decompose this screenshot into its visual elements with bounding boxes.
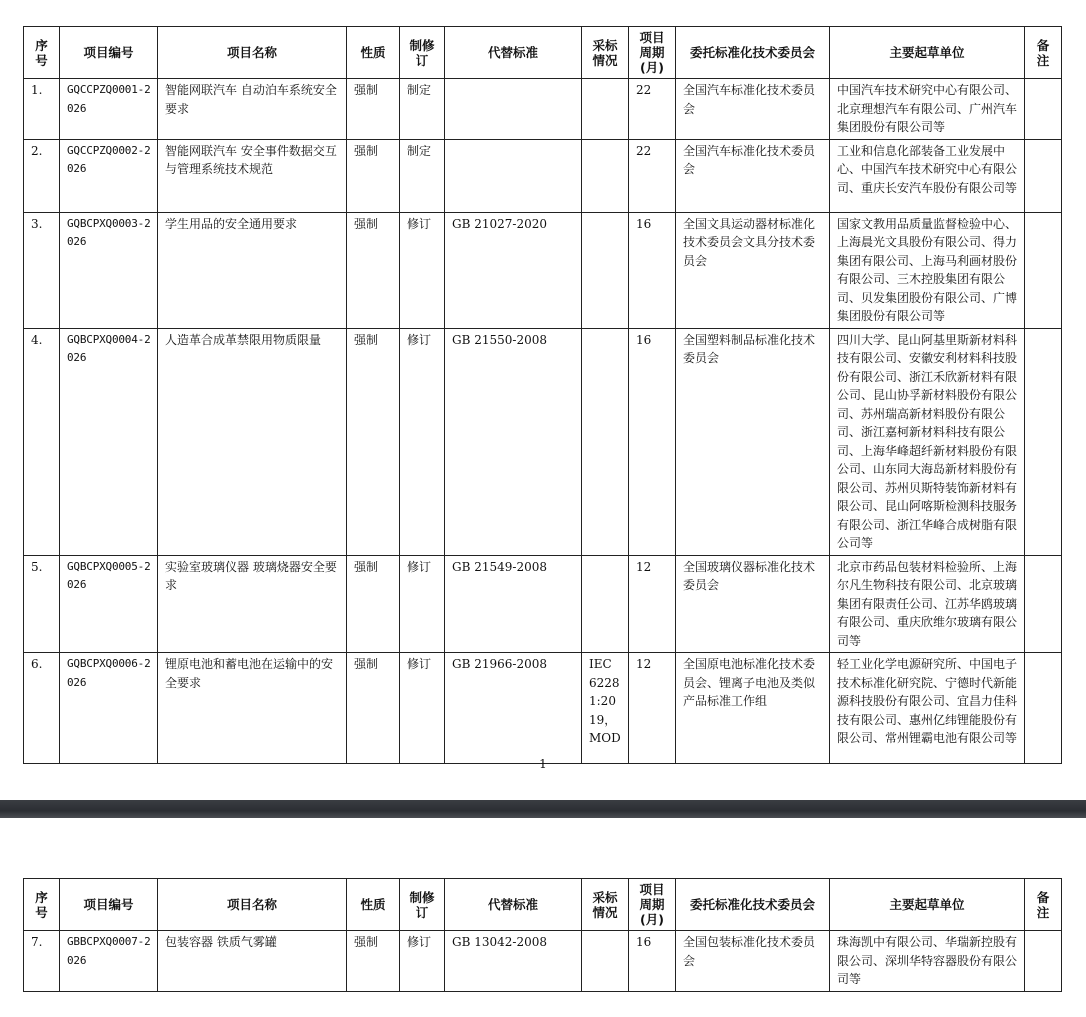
cell-revision: 修订 <box>400 653 445 764</box>
cell-remark <box>1025 328 1062 555</box>
table-row <box>24 139 1062 212</box>
cell-remark <box>1025 79 1062 140</box>
cell-remark <box>1025 653 1062 764</box>
cell-period: 12 <box>629 653 676 764</box>
cell-committee: 全国包装标准化技术委员会 <box>676 931 830 992</box>
cell-drafters: 四川大学、昆山阿基里斯新材料科技有限公司、安徽安利材料科技股份有限公司、浙江禾欣新材料有限公司、昆山协孚新材料股份有限公司、苏州瑞高新材料股份有限公司、浙江嘉柯新材料科技有限公司、上海华峰超纤新材料股份有限公司、山东同大海岛新材料股份有限公司、苏州贝斯特装饰新材料有限公司、昆山阿喀斯检测科技服务有限公司、浙江华峰合成树脂有限公司等 <box>830 328 1025 555</box>
cell-committee: 全国原电池标准化技术委员会、锂离子电池及类似产品标准工作组 <box>676 653 830 764</box>
page-separator <box>0 800 1086 818</box>
cell-adoption <box>582 328 629 555</box>
cell-name: 学生用品的安全通用要求 <box>158 212 347 328</box>
table-row <box>24 555 1062 653</box>
cell-code: GQCCPZQ0001-2026 <box>60 79 158 140</box>
cell-name: 人造革合成革禁限用物质限量 <box>158 328 347 555</box>
header-adoption: 采标 情况 <box>582 879 629 931</box>
table-row <box>24 212 1062 328</box>
cell-adoption <box>582 139 629 212</box>
cell-remark <box>1025 139 1062 212</box>
cell-code: GQCCPZQ0002-2026 <box>60 139 158 212</box>
cell-committee: 全国汽车标准化技术委员会 <box>676 79 830 140</box>
cell-revision: 修订 <box>400 931 445 992</box>
cell-name: 智能网联汽车 安全事件数据交互与管理系统技术规范 <box>158 139 347 212</box>
cell-replaces: GB 21966-2008 <box>445 653 582 764</box>
standards-table-page-2 <box>23 878 1062 992</box>
header-adoption: 采标 情况 <box>582 27 629 79</box>
document-page-2 <box>0 818 1086 1017</box>
cell-adoption <box>582 79 629 140</box>
header-revision: 制修 订 <box>400 27 445 79</box>
cell-remark <box>1025 212 1062 328</box>
cell-committee: 全国文具运动器材标准化技术委员会文具分技术委员会 <box>676 212 830 328</box>
cell-nature: 强制 <box>347 212 400 328</box>
cell-drafters: 轻工业化学电源研究所、中国电子技术标准化研究院、宁德时代新能源科技股份有限公司、宜昌力佳科技有限公司、惠州亿纬锂能股份有限公司、常州锂霸电池有限公司等 <box>830 653 1025 764</box>
cell-code: GQBCPXQ0005-2026 <box>60 555 158 653</box>
header-code: 项目编号 <box>60 879 158 931</box>
cell-period: 12 <box>629 555 676 653</box>
header-name: 项目名称 <box>158 879 347 931</box>
cell-committee: 全国汽车标准化技术委员会 <box>676 139 830 212</box>
cell-remark <box>1025 931 1062 992</box>
cell-seq: 6. <box>24 653 60 764</box>
header-drafters: 主要起草单位 <box>830 27 1025 79</box>
cell-nature: 强制 <box>347 139 400 212</box>
cell-seq: 2. <box>24 139 60 212</box>
cell-adoption <box>582 931 629 992</box>
cell-nature: 强制 <box>347 555 400 653</box>
cell-drafters: 珠海凯中有限公司、华瑞新控股有限公司、深圳华特容器股份有限公司等 <box>830 931 1025 992</box>
cell-seq: 1. <box>24 79 60 140</box>
table-header-row <box>24 27 1062 79</box>
cell-committee: 全国玻璃仪器标准化技术委员会 <box>676 555 830 653</box>
cell-name: 包装容器 铁质气雾罐 <box>158 931 347 992</box>
table-row <box>24 328 1062 555</box>
cell-seq: 7. <box>24 931 60 992</box>
cell-revision: 修订 <box>400 328 445 555</box>
cell-period: 16 <box>629 328 676 555</box>
cell-revision: 修订 <box>400 555 445 653</box>
cell-revision: 制定 <box>400 139 445 212</box>
table-row <box>24 653 1062 764</box>
cell-name: 智能网联汽车 自动泊车系统安全要求 <box>158 79 347 140</box>
header-name: 项目名称 <box>158 27 347 79</box>
cell-seq: 5. <box>24 555 60 653</box>
cell-drafters: 北京市药品包装材料检验所、上海尔凡生物科技有限公司、北京玻璃集团有限责任公司、江苏华鸥玻璃有限公司、重庆欣维尔玻璃有限公司等 <box>830 555 1025 653</box>
cell-nature: 强制 <box>347 79 400 140</box>
cell-replaces <box>445 139 582 212</box>
header-replaces: 代替标准 <box>445 879 582 931</box>
header-committee: 委托标准化技术委员会 <box>676 879 830 931</box>
table-row <box>24 79 1062 140</box>
header-remark: 备 注 <box>1025 27 1062 79</box>
cell-replaces <box>445 79 582 140</box>
cell-seq: 3. <box>24 212 60 328</box>
table-header-row <box>24 879 1062 931</box>
header-revision: 制修 订 <box>400 879 445 931</box>
cell-drafters: 工业和信息化部装备工业发展中心、中国汽车技术研究中心有限公司、重庆长安汽车股份有限公司等 <box>830 139 1025 212</box>
cell-adoption <box>582 212 629 328</box>
cell-period: 16 <box>629 931 676 992</box>
cell-code: GQBCPXQ0003-2026 <box>60 212 158 328</box>
cell-remark <box>1025 555 1062 653</box>
cell-committee: 全国塑料制品标准化技术委员会 <box>676 328 830 555</box>
header-committee: 委托标准化技术委员会 <box>676 27 830 79</box>
cell-nature: 强制 <box>347 328 400 555</box>
cell-replaces: GB 21549-2008 <box>445 555 582 653</box>
cell-name: 实验室玻璃仪器 玻璃烧器安全要求 <box>158 555 347 653</box>
cell-adoption <box>582 555 629 653</box>
header-nature: 性质 <box>347 27 400 79</box>
cell-revision: 修订 <box>400 212 445 328</box>
cell-period: 22 <box>629 139 676 212</box>
header-code: 项目编号 <box>60 27 158 79</box>
cell-revision: 制定 <box>400 79 445 140</box>
table-row <box>24 931 1062 992</box>
header-remark: 备 注 <box>1025 879 1062 931</box>
cell-replaces: GB 13042-2008 <box>445 931 582 992</box>
cell-seq: 4. <box>24 328 60 555</box>
header-replaces: 代替标准 <box>445 27 582 79</box>
header-seq: 序 号 <box>24 879 60 931</box>
cell-code: GQBCPXQ0004-2026 <box>60 328 158 555</box>
cell-period: 22 <box>629 79 676 140</box>
page-number: 1 <box>539 757 547 771</box>
cell-drafters: 国家文教用品质量监督检验中心、上海晨光文具股份有限公司、得力集团有限公司、上海马利画材股份有限公司、三木控股集团有限公司、贝发集团股份有限公司、广博集团股份有限公司等 <box>830 212 1025 328</box>
cell-drafters: 中国汽车技术研究中心有限公司、北京理想汽车有限公司、广州汽车集团股份有限公司等 <box>830 79 1025 140</box>
header-nature: 性质 <box>347 879 400 931</box>
standards-table-page-1 <box>23 26 1062 764</box>
cell-code: GBBCPXQ0007-2026 <box>60 931 158 992</box>
cell-code: GQBCPXQ0006-2026 <box>60 653 158 764</box>
cell-replaces: GB 21550-2008 <box>445 328 582 555</box>
header-period: 项目 周期 (月) <box>629 879 676 931</box>
cell-nature: 强制 <box>347 653 400 764</box>
cell-nature: 强制 <box>347 931 400 992</box>
cell-name: 锂原电池和蓄电池在运输中的安全要求 <box>158 653 347 764</box>
header-seq: 序 号 <box>24 27 60 79</box>
cell-replaces: GB 21027-2020 <box>445 212 582 328</box>
header-drafters: 主要起草单位 <box>830 879 1025 931</box>
header-period: 项目 周期 (月) <box>629 27 676 79</box>
cell-adoption: IEC 62281:2019，MOD <box>582 653 629 764</box>
cell-period: 16 <box>629 212 676 328</box>
